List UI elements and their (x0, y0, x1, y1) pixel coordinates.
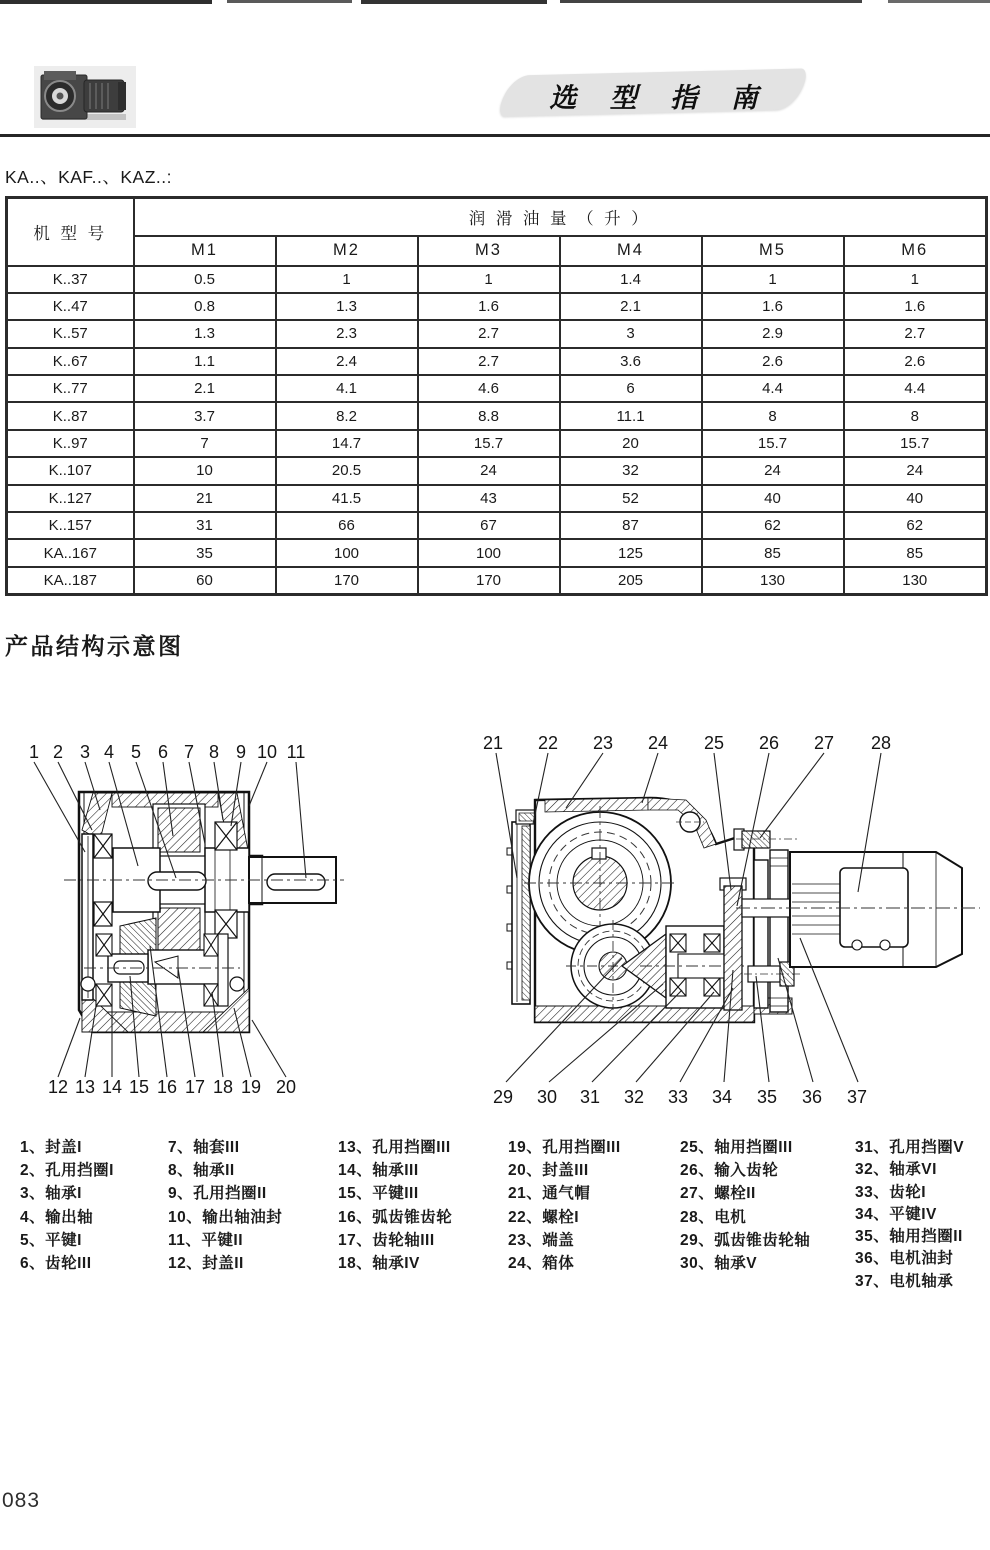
value-cell: 2.1 (560, 293, 702, 320)
table-row (7, 375, 987, 402)
parts-column-2 (168, 1136, 282, 1275)
part-item: 20、封盖III (508, 1162, 589, 1180)
bolt-2 (742, 831, 770, 848)
callout-30: 30 (536, 1087, 558, 1107)
hub-keyway (592, 848, 606, 859)
scan-artifact (227, 0, 352, 3)
part-item: 22、螺栓I (508, 1208, 580, 1226)
value-cell: 66 (276, 512, 418, 539)
table-row (7, 512, 987, 539)
value-cell: 1.6 (418, 293, 560, 320)
model-cell: K..107 (7, 457, 134, 484)
model-cell: K..127 (7, 485, 134, 512)
value-cell: 3.7 (134, 402, 276, 429)
value-cell: 2.6 (844, 348, 987, 375)
scan-artifact (361, 0, 547, 4)
callout-26: 26 (758, 733, 780, 753)
part-item: 28、电机 (680, 1208, 747, 1226)
callout-10: 10 (256, 742, 278, 762)
value-cell: 1.3 (134, 320, 276, 347)
value-cell: 24 (844, 457, 987, 484)
part-item: 35、轴用挡圈II (855, 1228, 963, 1246)
value-cell: 1.3 (276, 293, 418, 320)
callout-7: 7 (183, 742, 195, 762)
value-cell: 1.4 (560, 266, 702, 293)
value-cell: 0.5 (134, 266, 276, 293)
part-item: 21、通气帽 (508, 1185, 591, 1203)
part-item: 37、电机轴承 (855, 1272, 954, 1290)
gear-section-lower (158, 908, 200, 952)
model-cell: KA..167 (7, 539, 134, 566)
value-cell: 35 (134, 539, 276, 566)
value-cell: 2.7 (844, 320, 987, 347)
value-cell: 4.4 (844, 375, 987, 402)
value-cell: 31 (134, 512, 276, 539)
value-cell: 6 (560, 375, 702, 402)
value-cell: 2.6 (702, 348, 844, 375)
value-cell: 43 (418, 485, 560, 512)
table-row (7, 539, 987, 566)
subheader-m3: M3 (418, 236, 560, 266)
value-cell: 1.1 (134, 348, 276, 375)
parts-column-5 (680, 1136, 810, 1275)
lubricant-oil-table (5, 196, 988, 596)
subheader-m5: M5 (702, 236, 844, 266)
subheader-m4: M4 (560, 236, 702, 266)
diagram-left (0, 728, 360, 1100)
motor-endcap-photo (118, 82, 126, 110)
value-cell: 8.8 (418, 402, 560, 429)
part-item: 16、弧齿锥齿轮 (338, 1208, 453, 1226)
input-gear-section (724, 886, 742, 1010)
parts-column-4 (508, 1136, 621, 1275)
callout-34: 34 (711, 1087, 733, 1107)
diagram-right (470, 715, 990, 1115)
callout-35: 35 (756, 1087, 778, 1107)
scan-artifact (560, 0, 862, 3)
value-cell: 4.6 (418, 375, 560, 402)
shaft-keyway (267, 874, 325, 890)
value-cell: 85 (702, 539, 844, 566)
callout-19: 19 (240, 1077, 262, 1097)
model-cell: K..77 (7, 375, 134, 402)
part-item: 9、孔用挡圈II (168, 1185, 267, 1203)
part-item: 13、孔用挡圈III (338, 1139, 451, 1156)
value-cell: 130 (844, 567, 987, 594)
part-item: 36、电机油封 (855, 1250, 954, 1268)
subheader-m2: M2 (276, 236, 418, 266)
value-cell: 1.6 (702, 293, 844, 320)
callout-22: 22 (537, 733, 559, 753)
value-cell: 14.7 (276, 430, 418, 457)
callout-37: 37 (846, 1087, 868, 1107)
value-cell: 87 (560, 512, 702, 539)
callout-17: 17 (184, 1077, 206, 1097)
value-cell: 1.6 (844, 293, 987, 320)
callout-31: 31 (579, 1087, 601, 1107)
value-cell: 1 (418, 266, 560, 293)
value-cell: 40 (844, 485, 987, 512)
part-item: 5、平键I (20, 1231, 82, 1249)
value-cell: 85 (844, 539, 987, 566)
value-cell: 100 (276, 539, 418, 566)
value-cell: 21 (134, 485, 276, 512)
subheader-m6: M6 (844, 236, 987, 266)
part-item: 34、平键IV (855, 1205, 937, 1223)
table-row (7, 266, 987, 293)
page-title: 选 型 指 南 (549, 83, 771, 113)
value-cell: 2.4 (276, 348, 418, 375)
value-cell: 7 (134, 430, 276, 457)
callout-4: 4 (103, 742, 115, 762)
callout-3: 3 (79, 742, 91, 762)
callout-21: 21 (482, 733, 504, 753)
part-item: 19、孔用挡圈III (508, 1139, 621, 1156)
subheader-m1: M1 (134, 236, 276, 266)
value-cell: 130 (702, 567, 844, 594)
callout-27: 27 (813, 733, 835, 753)
value-cell: 2.9 (702, 320, 844, 347)
value-cell: 2.7 (418, 320, 560, 347)
value-cell: 24 (702, 457, 844, 484)
value-cell: 170 (418, 567, 560, 594)
table-row (7, 320, 987, 347)
keyway-slot (148, 872, 206, 890)
value-cell: 62 (844, 512, 987, 539)
value-cell: 41.5 (276, 485, 418, 512)
end-cover-plate (82, 834, 93, 1000)
part-item: 11、平键II (168, 1231, 243, 1249)
oil-table-body (7, 266, 987, 595)
callout-2: 2 (52, 742, 64, 762)
motor-stator-box (840, 868, 908, 947)
table-row (7, 293, 987, 320)
part-item: 15、平键III (338, 1185, 419, 1203)
callout-11: 11 (286, 742, 306, 762)
table-row (7, 457, 987, 484)
part-item: 4、输出轴 (20, 1208, 94, 1226)
callout-6: 6 (157, 742, 169, 762)
gearmotor-photo (34, 66, 136, 128)
value-cell: 8.2 (276, 402, 418, 429)
header-rule (0, 134, 990, 137)
callout-23: 23 (592, 733, 614, 753)
callout-36: 36 (801, 1087, 823, 1107)
value-cell: 8 (702, 402, 844, 429)
callout-9: 9 (235, 742, 247, 762)
part-item: 30、轴承V (680, 1254, 758, 1272)
model-cell: K..37 (7, 266, 134, 293)
value-cell: 0.8 (134, 293, 276, 320)
value-cell: 24 (418, 457, 560, 484)
table-row (7, 567, 987, 594)
part-item: 17、齿轮轴III (338, 1231, 435, 1249)
part-item: 25、轴用挡圈III (680, 1139, 793, 1156)
callout-32: 32 (623, 1087, 645, 1107)
part-item: 23、端盖 (508, 1231, 575, 1249)
value-cell: 15.7 (844, 430, 987, 457)
value-cell: 67 (418, 512, 560, 539)
input-gear-assembly (720, 878, 746, 1010)
table-row (7, 430, 987, 457)
part-item: 32、轴承VI (855, 1161, 937, 1179)
value-cell: 40 (702, 485, 844, 512)
value-cell: 10 (134, 457, 276, 484)
part-item: 2、孔用挡圈I (20, 1162, 114, 1180)
model-cell: K..157 (7, 512, 134, 539)
table-row (7, 402, 987, 429)
value-cell: 11.1 (560, 402, 702, 429)
gearbox-top (44, 71, 76, 80)
part-item: 24、箱体 (508, 1254, 575, 1272)
model-column-header: 机 型 号 (7, 198, 134, 266)
value-cell: 100 (418, 539, 560, 566)
part-item: 6、齿轮III (20, 1254, 92, 1272)
callout-20: 20 (275, 1077, 297, 1097)
callout-12: 12 (47, 1077, 69, 1097)
callout-14: 14 (101, 1077, 123, 1097)
callout-33: 33 (667, 1087, 689, 1107)
part-item: 10、输出轴油封 (168, 1208, 283, 1226)
scan-artifact (0, 0, 212, 4)
model-cell: KA..187 (7, 567, 134, 594)
model-cell: K..57 (7, 320, 134, 347)
model-cell: K..47 (7, 293, 134, 320)
model-cell: K..97 (7, 430, 134, 457)
callout-28: 28 (870, 733, 892, 753)
value-cell: 3.6 (560, 348, 702, 375)
value-cell: 15.7 (702, 430, 844, 457)
part-item: 33、齿轮I (855, 1183, 927, 1201)
callout-29: 29 (492, 1087, 514, 1107)
part-item: 8、轴承II (168, 1162, 235, 1180)
model-series-label: KA..、KAF..、KAZ..: (5, 167, 173, 187)
value-cell: 1 (276, 266, 418, 293)
parts-column-6 (855, 1137, 964, 1293)
value-cell: 4.4 (702, 375, 844, 402)
model-cell: K..67 (7, 348, 134, 375)
value-cell: 62 (702, 512, 844, 539)
part-item: 27、螺栓II (680, 1185, 756, 1203)
part-item: 14、轴承III (338, 1162, 419, 1180)
value-cell: 20 (560, 430, 702, 457)
value-cell: 52 (560, 485, 702, 512)
callout-16: 16 (156, 1077, 178, 1097)
value-cell: 4.1 (276, 375, 418, 402)
callout-24: 24 (647, 733, 669, 753)
value-cell: 205 (560, 567, 702, 594)
value-cell: 170 (276, 567, 418, 594)
callout-5: 5 (130, 742, 142, 762)
value-cell: 15.7 (418, 430, 560, 457)
value-cell: 2.3 (276, 320, 418, 347)
value-cell: 60 (134, 567, 276, 594)
output-bore (57, 93, 64, 100)
part-item: 26、输入齿轮 (680, 1162, 779, 1180)
value-cell: 1 (844, 266, 987, 293)
parts-column-3 (338, 1136, 452, 1275)
structure-heading: 产品结构示意图 (5, 633, 184, 659)
value-cell: 3 (560, 320, 702, 347)
table-row (7, 348, 987, 375)
page-number: 083 (2, 1489, 41, 1512)
part-item: 3、轴承I (20, 1185, 82, 1203)
callout-8: 8 (208, 742, 220, 762)
value-cell: 2.7 (418, 348, 560, 375)
callout-1: 1 (28, 742, 40, 762)
value-cell: 8 (844, 402, 987, 429)
table-row (7, 485, 987, 512)
model-cell: K..87 (7, 402, 134, 429)
part-item: 29、弧齿锥齿轮轴 (680, 1231, 811, 1249)
part-item: 12、封盖II (168, 1254, 244, 1272)
value-cell: 2.1 (134, 375, 276, 402)
callout-25: 25 (703, 733, 725, 753)
value-cell: 20.5 (276, 457, 418, 484)
callout-13: 13 (74, 1077, 96, 1097)
oil-column-header: 润 滑 油 量 （ 升 ） (134, 198, 987, 236)
value-cell: 1 (702, 266, 844, 293)
part-item: 1、封盖I (20, 1139, 82, 1156)
callout-15: 15 (128, 1077, 150, 1097)
part-item: 7、轴套III (168, 1139, 240, 1156)
callout-18: 18 (212, 1077, 234, 1097)
value-cell: 125 (560, 539, 702, 566)
part-item: 31、孔用挡圈V (855, 1139, 965, 1156)
value-cell: 32 (560, 457, 702, 484)
scan-artifact (888, 0, 990, 3)
part-item: 18、轴承IV (338, 1254, 420, 1272)
parts-column-1 (20, 1136, 114, 1275)
